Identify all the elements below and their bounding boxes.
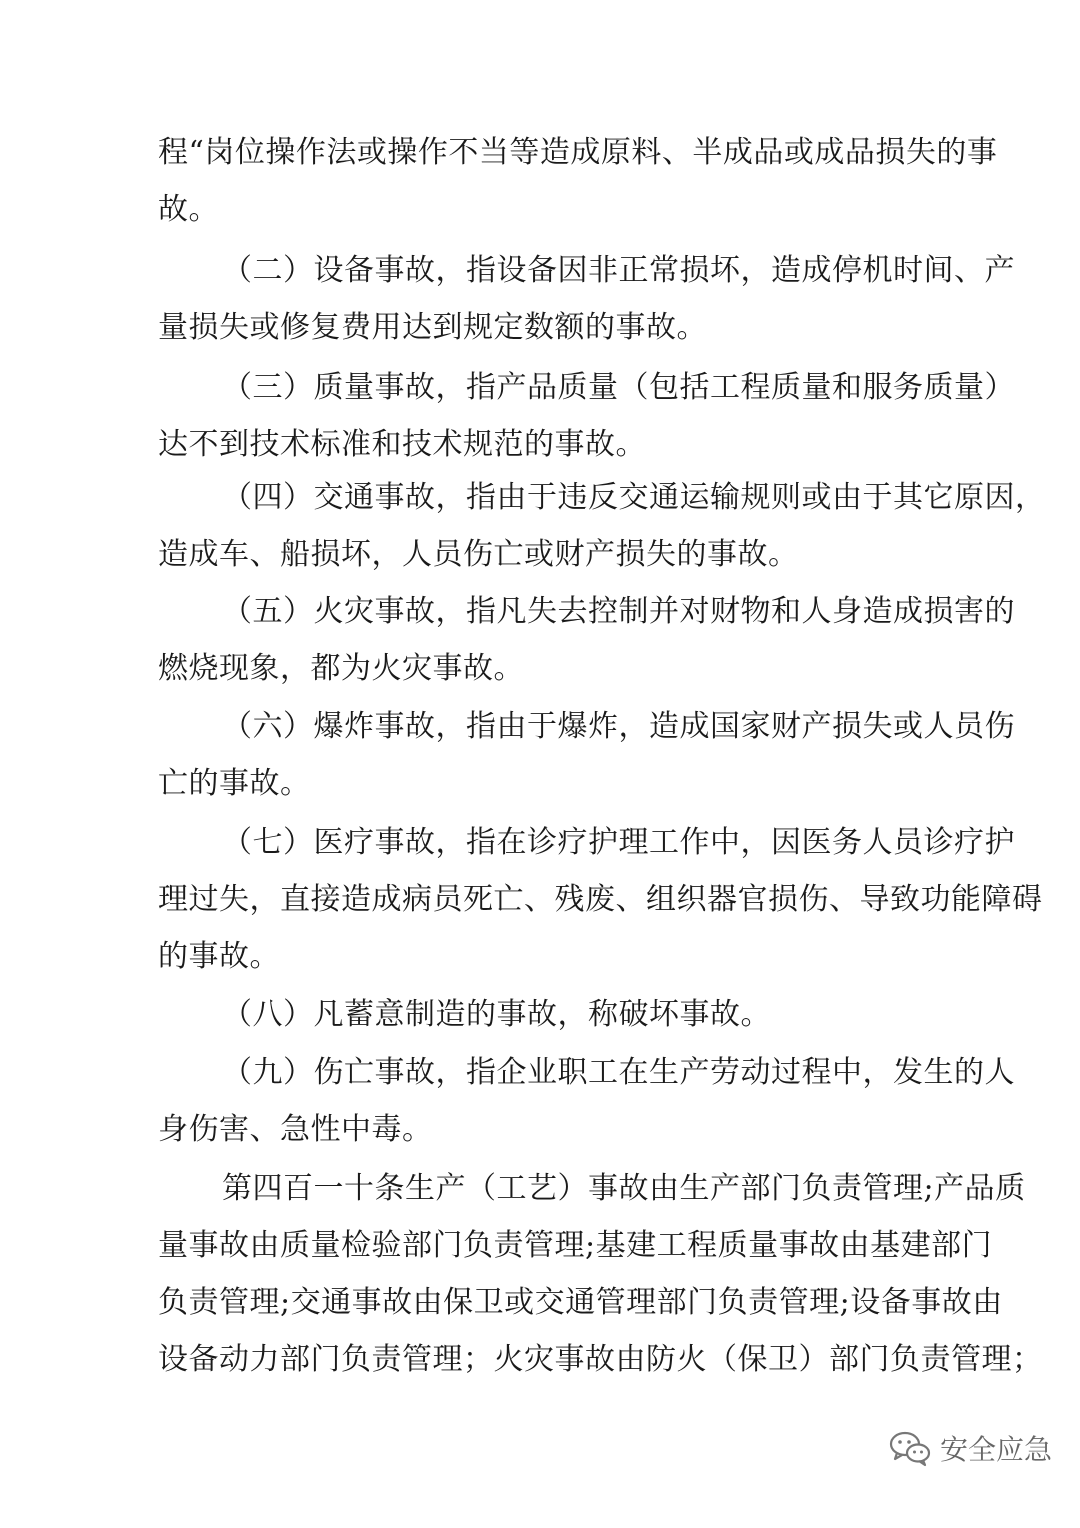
text-line: 负责管理;交通事故由保卫或交通管理部门负责管理;设备事故由 — [158, 1285, 1003, 1320]
text-line: （八）凡蓄意制造的事故，称破坏事故。 — [222, 997, 771, 1032]
text-line: 造成车、船损坏，人员伤亡或财产损失的事故。 — [158, 537, 799, 572]
text-line: 理过失，直接造成病员死亡、残废、组织器官损伤、导致功能障碍 — [158, 882, 1043, 917]
text-line: 量事故由质量检验部门负责管理;基建工程质量事故由基建部门 — [158, 1228, 993, 1263]
text-line: 程“岗位操作法或操作不当等造成原料、半成品或成品损失的事 — [158, 135, 998, 170]
watermark-text: 安全应急 — [940, 1433, 1053, 1466]
watermark — [888, 1428, 1052, 1468]
text-line: （七）医疗事故，指在诊疗护理工作中，因医务人员诊疗护 — [222, 825, 1015, 860]
text-line: （四）交通事故，指由于违反交通运输规则或由于其它原因， — [222, 480, 1046, 515]
text-line: 燃烧现象，都为火灾事故。 — [158, 651, 524, 686]
text-line: 达不到技术标准和技术规范的事故。 — [158, 427, 646, 462]
text-line: 量损失或修复费用达到规定数额的事故。 — [158, 310, 707, 345]
text-line: 亡的事故。 — [158, 766, 311, 801]
wechat-icon — [888, 1428, 932, 1468]
text-line: 身伤害、急性中毒。 — [158, 1112, 433, 1147]
text-line: （六）爆炸事故，指由于爆炸，造成国家财产损失或人员伤 — [222, 709, 1015, 744]
text-line: 设备动力部门负责管理；火灾事故由防火（保卫）部门负责管理； — [158, 1342, 1043, 1377]
text-line: 故。 — [158, 192, 219, 227]
text-line: （五）火灾事故，指凡失去控制并对财物和人身造成损害的 — [222, 594, 1015, 629]
text-line: （九）伤亡事故，指企业职工在生产劳动过程中，发生的人 — [222, 1055, 1015, 1090]
text-line: （三）质量事故，指产品质量（包括工程质量和服务质量） — [222, 370, 1015, 405]
text-line: 第四百一十条生产（工艺）事故由生产部门负责管理;产品质 — [222, 1171, 1026, 1206]
text-line: （二）设备事故，指设备因非正常损坏，造成停机时间、产 — [222, 253, 1015, 288]
text-line: 的事故。 — [158, 939, 280, 974]
